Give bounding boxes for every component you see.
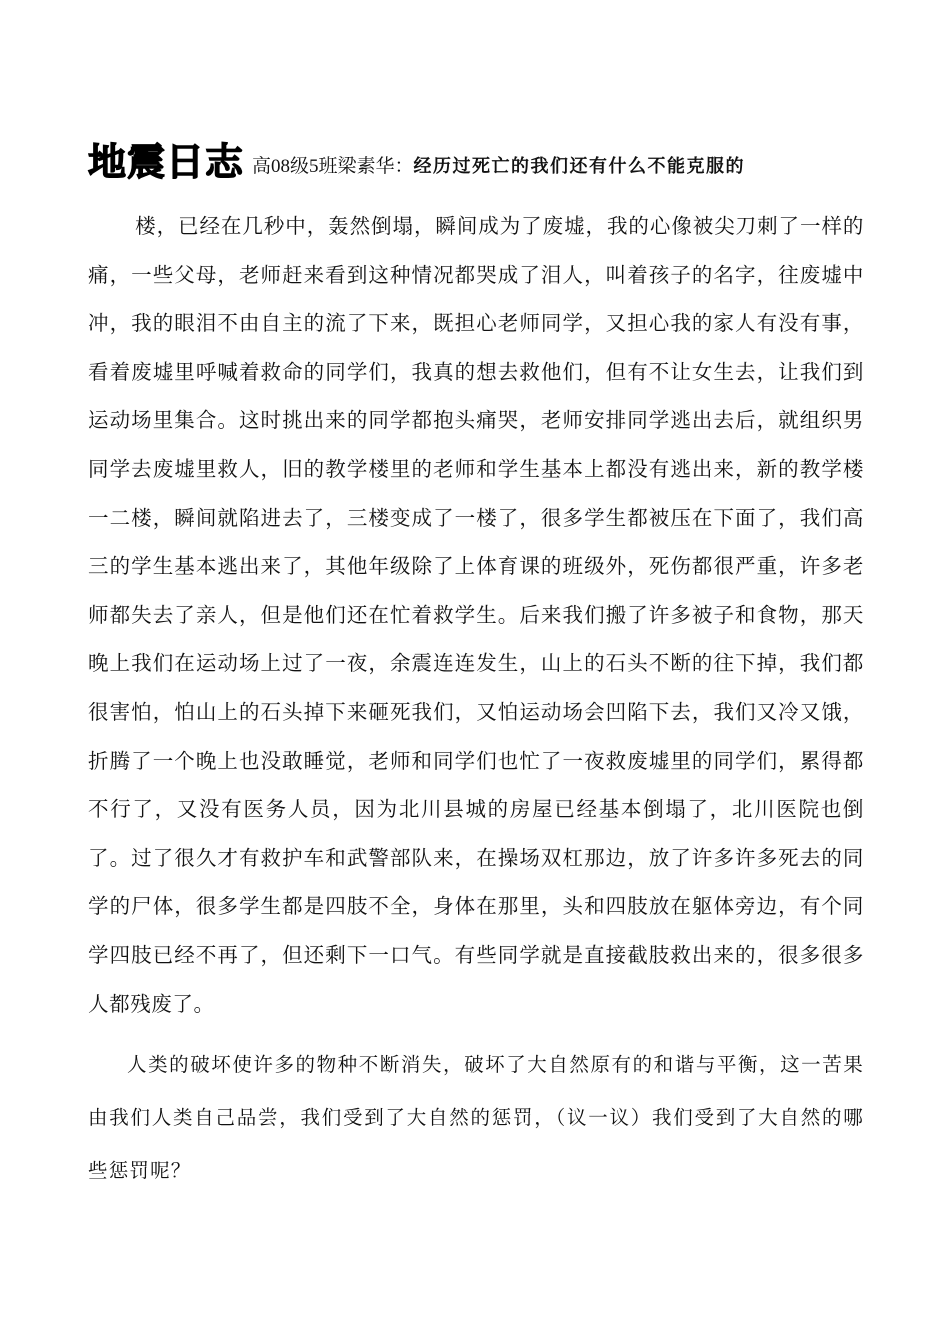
body-paragraph-1: 楼，已经在几秒中，轰然倒塌，瞬间成为了废墟，我的心像被尖刀刺了一样的痛，一些父母，老师赶来看到这种情况都哭成了泪人，叫着孩子的名字，往废墟中冲，我的眼泪不由自主的流了下来，既担心老师同学，又担心我的家人有没有事，看着废墟里呼喊着救命的同学们，我真的想去救他们，但有不让女生去，让我们到运动场里集合。这时挑出来的同学都抱头痛哭，老师安排同学逃出去后，就组织男同学去废墟里救人，旧的教学楼里的老师和学生基本上都没有逃出来，新的教学楼一二楼，瞬间就陷进去了，三楼变成了一楼了，很多学生都被压在下面了，我们高三的学生基本逃出来了，其他年级除了上体育课的班级外，死伤都很严重，许多老师都失去了亲人，但是他们还在忙着救学生。后来我们搬了许多被子和食物，那天晚上我们在运动场上过了一夜，余震连连发生，山上的石头不断的往下掉，我们都很害怕，怕山上的石头掉下来砸死我们，又怕运动场会凹陷下去，我们又冷又饿，折腾了一个晚上也没敢睡觉，老师和同学们也忙了一夜救废墟里的同学们，累得都不行了，又没有医务人员，因为北川县城的房屋已经基本倒塌了，北川医院也倒了。过了很久才有救护车和武警部队来，在操场双杠那边，放了许多许多死去的同学的尸体，很多学生都是四肢不全，身体在那里，头和四肢放在躯体旁边，有个同学四肢已经不再了，但还剩下一口气。有些同学就是直接截肢救出来的，很多很多人都残废了。 <box>88 214 864 1016</box>
document-heading <box>88 126 888 186</box>
heading-title: 地震日志 <box>88 140 245 184</box>
heading-byline: 高08级5班梁素华： <box>252 156 414 177</box>
heading-subtitle: 经历过死亡的我们还有什么不能克服的 <box>413 156 746 177</box>
body-paragraph-2: 人类的破坏使许多的物种不断消失，破坏了大自然原有的和谐与平衡，这一苦果由我们人类自己品尝，我们受到了大自然的惩罚，（议一议）我们受到了大自然的哪些惩罚呢？ <box>88 1053 864 1182</box>
